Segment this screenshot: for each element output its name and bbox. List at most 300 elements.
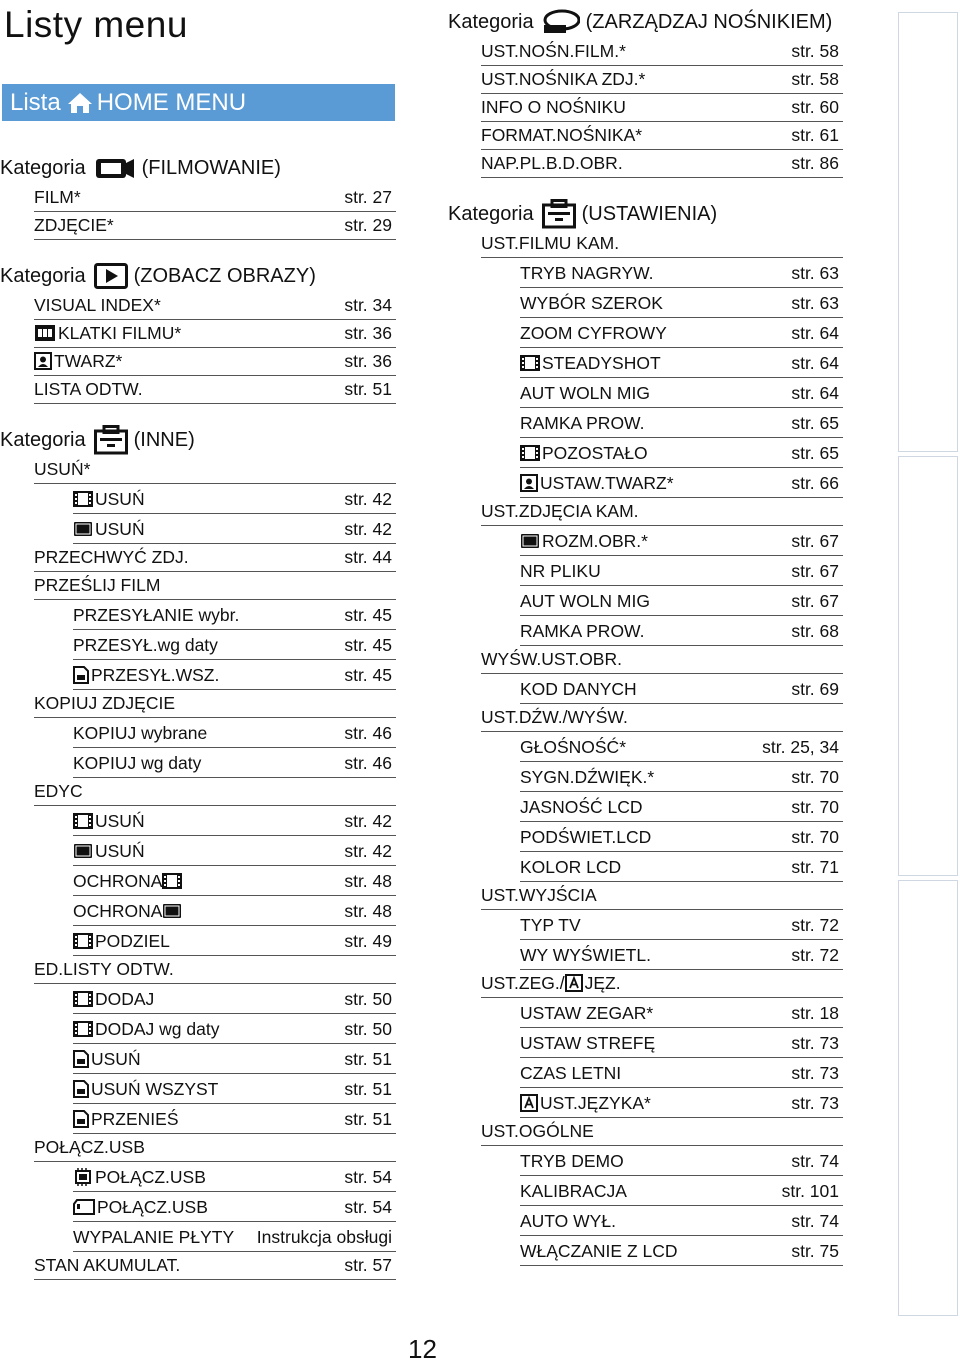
menu-item-label-group — [520, 767, 654, 787]
menu-item-label: USTAW.TWARZ* — [540, 473, 674, 493]
menu-item-row[interactable] — [520, 468, 843, 498]
menu-item-page-ref: str. 46 — [344, 753, 392, 773]
menu-item-label-group — [481, 707, 628, 727]
category-heading — [448, 198, 843, 230]
menu-item-row[interactable] — [520, 556, 843, 586]
menu-item-row[interactable] — [520, 674, 843, 704]
menu-item-row[interactable] — [481, 970, 843, 998]
menu-item-label-group — [520, 293, 663, 313]
menu-item-page-ref: str. 63 — [791, 293, 839, 313]
menu-item-page-ref: str. 48 — [344, 871, 392, 891]
menu-item-label-group — [520, 915, 581, 935]
menu-item-label: UST.DŹW./WYŚW. — [481, 707, 628, 727]
menu-item-row[interactable] — [73, 748, 396, 778]
menu-item-row[interactable] — [481, 66, 843, 94]
menu-item-label-group — [520, 737, 626, 757]
category-title: (INNE) — [133, 428, 195, 451]
menu-item-page-ref: str. 65 — [791, 413, 839, 433]
menu-item-label-group — [73, 1109, 179, 1129]
menu-item-label: USUŃ — [95, 811, 145, 831]
menu-item-row[interactable] — [520, 378, 843, 408]
menu-item-row[interactable] — [34, 690, 396, 718]
menu-item-row[interactable] — [520, 762, 843, 792]
menu-item-label-group — [481, 69, 645, 89]
menu-item-row[interactable] — [520, 1088, 843, 1118]
menu-item-page-ref: str. 49 — [344, 931, 392, 951]
menu-item-row[interactable] — [520, 586, 843, 616]
menu-item-label: AUT WOLN MIG — [520, 591, 650, 611]
menu-item-row[interactable] — [520, 940, 843, 970]
menu-item-label: USUŃ — [95, 841, 145, 861]
menu-item-row[interactable] — [34, 376, 396, 404]
menu-item-row[interactable] — [520, 822, 843, 852]
page-number: 12 — [408, 1334, 437, 1364]
menu-item-row[interactable] — [34, 456, 396, 484]
menu-item-page-ref: str. 27 — [344, 187, 392, 207]
category-heading — [0, 152, 396, 184]
menu-item-page-ref: str. 57 — [344, 1255, 392, 1275]
menu-item-label-group — [73, 1197, 208, 1217]
menu-item-label-group — [34, 187, 81, 207]
menu-item-label-group — [34, 1255, 180, 1275]
menu-item-label: KLATKI FILMU* — [58, 323, 182, 343]
menu-item-label: ZDJĘCIE* — [34, 215, 114, 235]
side-tab-bottom[interactable] — [898, 880, 958, 1316]
menu-item-page-ref: str. 29 — [344, 215, 392, 235]
movie-icon — [73, 1021, 93, 1037]
menu-item-page-ref: str. 45 — [344, 665, 392, 685]
category-label: Kategoria — [0, 428, 86, 451]
menu-item-row[interactable] — [73, 896, 396, 926]
menu-item-label: KOPIUJ wg daty — [73, 753, 202, 773]
menu-item-label: PRZEŚLIJ FILM — [34, 575, 161, 595]
menu-item-row[interactable] — [73, 1104, 396, 1134]
menu-item-page-ref: str. 61 — [791, 125, 839, 145]
category-heading — [0, 424, 396, 456]
menu-item-row[interactable] — [73, 484, 396, 514]
menu-item-row[interactable] — [73, 806, 396, 836]
menu-item-label-group — [34, 323, 181, 343]
menu-item-label-group — [73, 931, 170, 951]
category-title: (ZOBACZ OBRAZY) — [133, 264, 316, 287]
menu-item-row[interactable] — [73, 1074, 396, 1104]
menu-item-label-group — [520, 1093, 651, 1113]
menu-item-row[interactable] — [73, 984, 396, 1014]
menu-item-page-ref: str. 36 — [344, 351, 392, 371]
menu-item-label-group — [73, 635, 218, 655]
menu-item-page-ref: str. 101 — [781, 1181, 839, 1201]
menu-item-row[interactable] — [481, 150, 843, 178]
menu-item-label: CZAS LETNI — [520, 1063, 622, 1083]
media-icon — [542, 9, 580, 35]
menu-item-page-ref: str. 50 — [344, 1019, 392, 1039]
menu-item-label-group — [73, 1079, 218, 1099]
menu-item-row[interactable] — [520, 438, 843, 468]
menu-item-row[interactable] — [73, 1044, 396, 1074]
menu-item-label: FORMAT.NOŚNIKA* — [481, 125, 643, 145]
menu-item-row[interactable] — [73, 1162, 396, 1192]
menu-item-label-group — [73, 1049, 141, 1069]
menu-item-label-group — [481, 501, 639, 521]
menu-item-label-group — [34, 959, 174, 979]
menu-item-row[interactable] — [481, 646, 843, 674]
film-frames-icon — [34, 324, 56, 342]
menu-item-label: PRZESYŁ.WSZ. — [91, 665, 220, 685]
menu-item-label: INFO O NOŚNIKU — [481, 97, 626, 117]
menu-item-label-group — [520, 797, 643, 817]
menu-item-row[interactable] — [73, 1192, 396, 1222]
menu-item-row[interactable] — [34, 348, 396, 376]
menu-item-page-ref: str. 73 — [791, 1063, 839, 1083]
menu-item-label-group — [481, 973, 621, 993]
menu-item-label: VISUAL INDEX* — [34, 295, 161, 315]
menu-item-page-ref: str. 45 — [344, 605, 392, 625]
movie-icon — [520, 355, 540, 371]
category-title: (FILMOWANIE) — [141, 156, 281, 179]
menu-item-label-group — [34, 215, 114, 235]
movie-icon — [73, 933, 93, 949]
menu-item-label: NR PLIKU — [520, 561, 601, 581]
playlist-icon — [73, 1080, 89, 1098]
menu-item-label: OCHRONA — [73, 901, 163, 921]
menu-item-page-ref: str. 71 — [791, 857, 839, 877]
menu-item-row[interactable] — [73, 866, 396, 896]
menu-item-page-ref: str. 51 — [344, 1079, 392, 1099]
menu-item-row[interactable] — [520, 1176, 843, 1206]
menu-item-label-group — [520, 1003, 653, 1023]
side-tab-top[interactable] — [898, 12, 958, 452]
menu-item-label: KOPIUJ wybrane — [73, 723, 208, 743]
menu-item-label: USTAW ZEGAR* — [520, 1003, 654, 1023]
playlist-icon — [73, 1050, 89, 1068]
menu-item-row[interactable] — [520, 258, 843, 288]
menu-item-label-group — [481, 125, 642, 145]
page-title: Listy menu — [4, 4, 188, 45]
photo-icon — [162, 903, 182, 919]
menu-item-label: POŁĄCZ.USB — [34, 1137, 145, 1157]
banner-prefix: Lista — [10, 88, 61, 116]
menu-item-row[interactable] — [520, 616, 843, 646]
menu-item-label-group — [73, 841, 145, 861]
menu-item-row[interactable] — [73, 514, 396, 544]
menu-item-label-group — [73, 665, 219, 685]
internal-memory-icon — [73, 1168, 93, 1186]
menu-item-label: JASNOŚĆ LCD — [520, 797, 643, 817]
menu-item-label: TYP TV — [520, 915, 581, 935]
menu-item-label: AUT WOLN MIG — [520, 383, 650, 403]
menu-item-label: POZOSTAŁO — [542, 443, 648, 463]
menu-item-row[interactable] — [73, 718, 396, 748]
menu-item-page-ref: str. 42 — [344, 811, 392, 831]
toolbox-icon — [542, 199, 576, 229]
menu-item-row[interactable] — [520, 732, 843, 762]
menu-item-label: PODŚWIET.LCD — [520, 827, 652, 847]
menu-item-label: UST.JĘZYKA* — [540, 1093, 651, 1113]
movie-icon — [73, 491, 93, 507]
menu-item-label: KOLOR LCD — [520, 857, 622, 877]
menu-item-page-ref: str. 70 — [791, 827, 839, 847]
category-heading — [448, 6, 843, 38]
menu-item-page-ref: str. 58 — [791, 41, 839, 61]
menu-item-label: KALIBRACJA — [520, 1181, 627, 1201]
menu-item-row[interactable] — [481, 1118, 843, 1146]
menu-item-row[interactable] — [520, 1058, 843, 1088]
movie-icon — [162, 873, 182, 889]
menu-item-page-ref: str. 64 — [791, 353, 839, 373]
menu-item-label: PRZESYŁANIE wybr. — [73, 605, 240, 625]
menu-item-label-group — [520, 621, 644, 641]
menu-item-page-ref: str. 72 — [791, 915, 839, 935]
menu-item-label: RAMKA PROW. — [520, 621, 645, 641]
menu-item-label-group — [520, 857, 621, 877]
menu-item-label-group — [520, 679, 637, 699]
menu-item-row[interactable] — [34, 572, 396, 600]
menu-item-page-ref: str. 58 — [791, 69, 839, 89]
menu-item-row[interactable] — [520, 1236, 843, 1266]
menu-item-page-ref: Instrukcja obsługi — [256, 1227, 392, 1247]
menu-item-label: AUTO WYŁ. — [520, 1211, 616, 1231]
menu-item-label-group — [34, 1137, 145, 1157]
menu-item-label-group — [34, 781, 83, 801]
menu-item-label: PRZESYŁ.wg daty — [73, 635, 218, 655]
menu-item-label-group — [481, 97, 626, 117]
menu-item-label-group — [34, 295, 161, 315]
menu-item-label-group — [520, 443, 648, 463]
menu-item-row[interactable] — [520, 998, 843, 1028]
right-column — [448, 6, 843, 1266]
menu-item-page-ref: str. 64 — [791, 323, 839, 343]
menu-item-row[interactable] — [34, 778, 396, 806]
menu-item-label: USUŃ* — [34, 459, 91, 479]
menu-item-label-group — [73, 723, 207, 743]
menu-item-page-ref: str. 74 — [791, 1211, 839, 1231]
menu-item-row[interactable] — [34, 184, 396, 212]
menu-item-label: UST.WYJŚCIA — [481, 885, 597, 905]
menu-item-label: ED.LISTY ODTW. — [34, 959, 174, 979]
menu-item-label-group — [73, 1227, 234, 1247]
menu-item-label: USUŃ — [95, 519, 145, 539]
menu-item-label: TRYB NAGRYW. — [520, 263, 654, 283]
menu-item-row[interactable] — [34, 292, 396, 320]
menu-item-page-ref: str. 42 — [344, 489, 392, 509]
menu-item-row[interactable] — [34, 956, 396, 984]
menu-item-label-group — [520, 531, 648, 551]
menu-item-page-ref: str. 73 — [791, 1033, 839, 1053]
camera-icon — [94, 155, 136, 181]
menu-item-page-ref: str. 67 — [791, 531, 839, 551]
menu-item-page-ref: str. 66 — [791, 473, 839, 493]
photo-icon — [73, 521, 93, 537]
menu-item-row[interactable] — [73, 1014, 396, 1044]
menu-item-row[interactable] — [520, 1206, 843, 1236]
menu-item-page-ref: str. 54 — [344, 1167, 392, 1187]
menu-item-row[interactable] — [34, 212, 396, 240]
menu-item-row[interactable] — [520, 408, 843, 438]
menu-item-page-ref: str. 18 — [791, 1003, 839, 1023]
menu-item-label: POŁĄCZ.USB — [95, 1167, 206, 1187]
menu-item-row[interactable] — [520, 792, 843, 822]
menu-item-label: POŁĄCZ.USB — [97, 1197, 208, 1217]
menu-item-page-ref: str. 65 — [791, 443, 839, 463]
menu-item-label-group — [73, 1019, 219, 1039]
menu-item-label: OCHRONA — [73, 871, 163, 891]
menu-item-label-group — [520, 1033, 655, 1053]
menu-item-label-group — [34, 459, 90, 479]
menu-item-row[interactable] — [520, 910, 843, 940]
menu-item-label-group — [73, 811, 145, 831]
menu-item-row[interactable] — [73, 630, 396, 660]
menu-item-label: PODZIEL — [95, 931, 170, 951]
menu-item-row[interactable] — [34, 544, 396, 572]
category-heading — [0, 260, 396, 292]
photo-icon — [73, 843, 93, 859]
category-label: Kategoria — [0, 264, 86, 287]
menu-item-label: WYPALANIE PŁYTY — [73, 1227, 235, 1247]
menu-item-label: GŁOŚNOŚĆ* — [520, 737, 626, 757]
menu-item-row[interactable] — [520, 348, 843, 378]
menu-item-label: USTAW STREFĘ — [520, 1033, 656, 1053]
menu-item-page-ref: str. 51 — [344, 1049, 392, 1069]
menu-item-label: STAN AKUMULAT. — [34, 1255, 181, 1275]
menu-item-row[interactable] — [481, 94, 843, 122]
menu-item-label-group — [520, 1241, 678, 1261]
menu-item-row[interactable] — [481, 498, 843, 526]
menu-item-row[interactable] — [520, 852, 843, 882]
category-label: Kategoria — [0, 156, 86, 179]
menu-item-label-group — [73, 605, 239, 625]
menu-item-page-ref: str. 74 — [791, 1151, 839, 1171]
menu-item-label: WYŚW.UST.OBR. — [481, 649, 622, 669]
menu-item-label-group — [481, 153, 623, 173]
menu-item-row[interactable] — [520, 288, 843, 318]
menu-item-label: SYGN.DŹWIĘK.* — [520, 767, 655, 787]
menu-item-row[interactable] — [520, 1146, 843, 1176]
menu-item-label: USUŃ — [95, 489, 145, 509]
menu-item-page-ref: str. 67 — [791, 561, 839, 581]
menu-item-label-group — [34, 547, 189, 567]
menu-item-label: WŁĄCZANIE Z LCD — [520, 1241, 678, 1261]
menu-item-row[interactable] — [73, 660, 396, 690]
menu-item-label-group — [520, 413, 644, 433]
menu-item-label: PRZENIEŚ — [91, 1109, 179, 1129]
menu-item-page-ref: str. 64 — [791, 383, 839, 403]
side-tab-middle[interactable] — [898, 456, 958, 876]
menu-item-page-ref: str. 86 — [791, 153, 839, 173]
menu-item-page-ref: str. 48 — [344, 901, 392, 921]
menu-item-label-group — [73, 871, 184, 891]
menu-item-label: USUŃ WSZYST — [91, 1079, 219, 1099]
menu-item-row[interactable] — [520, 1028, 843, 1058]
face-icon — [34, 352, 52, 370]
menu-item-page-ref: str. 51 — [344, 1109, 392, 1129]
memory-card-icon — [73, 1199, 95, 1215]
menu-item-row[interactable] — [481, 704, 843, 732]
menu-item-page-ref: str. 42 — [344, 519, 392, 539]
menu-item-row[interactable] — [520, 526, 843, 556]
menu-item-row[interactable] — [34, 1252, 396, 1280]
menu-item-label: STEADYSHOT — [542, 353, 661, 373]
menu-item-row[interactable] — [73, 836, 396, 866]
menu-item-label-group — [73, 989, 154, 1009]
menu-item-page-ref: str. 50 — [344, 989, 392, 1009]
menu-item-label: ZOOM CYFROWY — [520, 323, 667, 343]
menu-item-row[interactable] — [34, 1134, 396, 1162]
menu-item-row[interactable] — [481, 122, 843, 150]
play-icon — [94, 263, 128, 289]
movie-icon — [73, 813, 93, 829]
menu-item-page-ref: str. 63 — [791, 263, 839, 283]
menu-item-label: TWARZ* — [54, 351, 123, 371]
menu-item-label-group — [481, 649, 622, 669]
menu-item-page-ref: str. 67 — [791, 591, 839, 611]
menu-item-row[interactable] — [73, 600, 396, 630]
menu-item-label: WY WYŚWIETL. — [520, 945, 651, 965]
menu-item-page-ref: str. 73 — [791, 1093, 839, 1113]
toolbox-icon — [94, 425, 128, 455]
menu-item-label: WYBÓR SZEROK — [520, 293, 663, 313]
menu-item-label: UST.NOŚN.FILM.* — [481, 41, 626, 61]
menu-item-label-group — [34, 379, 143, 399]
menu-item-label: USUŃ — [91, 1049, 141, 1069]
menu-item-page-ref: str. 45 — [344, 635, 392, 655]
menu-item-label-group — [34, 351, 122, 371]
menu-item-row[interactable] — [73, 926, 396, 956]
menu-item-row[interactable] — [481, 882, 843, 910]
menu-item-label-group — [520, 353, 661, 373]
menu-item-label: FILM* — [34, 187, 81, 207]
menu-item-label-group — [520, 323, 667, 343]
menu-item-row[interactable] — [73, 1222, 396, 1252]
banner-label: HOME MENU — [96, 88, 247, 116]
menu-item-label-group — [520, 561, 601, 581]
menu-item-page-ref: str. 75 — [791, 1241, 839, 1261]
menu-item-label-group — [34, 693, 175, 713]
menu-item-label: TRYB DEMO — [520, 1151, 624, 1171]
menu-item-label: UST.ZDJĘCIA KAM. — [481, 501, 639, 521]
menu-item-page-ref: str. 51 — [344, 379, 392, 399]
menu-item-page-ref: str. 44 — [344, 547, 392, 567]
menu-item-label: UST.NOŚNIKA ZDJ.* — [481, 69, 646, 89]
menu-item-label: KOD DANYCH — [520, 679, 637, 699]
menu-item-label: RAMKA PROW. — [520, 413, 645, 433]
menu-item-label-group — [520, 1151, 624, 1171]
menu-item-label: EDYC — [34, 781, 83, 801]
menu-item-label-group — [481, 885, 597, 905]
menu-item-label: ROZM.OBR.* — [542, 531, 648, 551]
menu-item-page-ref: str. 70 — [791, 767, 839, 787]
category-label: Kategoria — [448, 202, 534, 225]
menu-item-page-ref: str. 72 — [791, 945, 839, 965]
photo-icon — [520, 533, 540, 549]
menu-item-label-group — [520, 945, 651, 965]
menu-item-row[interactable] — [481, 230, 843, 258]
menu-item-page-ref: str. 36 — [344, 323, 392, 343]
menu-item-label: DODAJ wg daty — [95, 1019, 220, 1039]
menu-item-row[interactable] — [481, 38, 843, 66]
menu-item-label-group — [73, 753, 201, 773]
menu-item-label-suffix: JĘZ. — [584, 973, 621, 993]
menu-item-page-ref: str. 68 — [791, 621, 839, 641]
menu-item-label-group — [520, 263, 654, 283]
home-menu-banner — [2, 84, 395, 121]
movie-icon — [73, 991, 93, 1007]
menu-item-row[interactable] — [34, 320, 396, 348]
menu-item-label-group — [520, 1211, 616, 1231]
menu-item-label-group — [73, 489, 145, 509]
menu-item-label-group — [34, 575, 160, 595]
menu-item-label: PRZECHWYĆ ZDJ. — [34, 547, 189, 567]
menu-item-row[interactable] — [520, 318, 843, 348]
